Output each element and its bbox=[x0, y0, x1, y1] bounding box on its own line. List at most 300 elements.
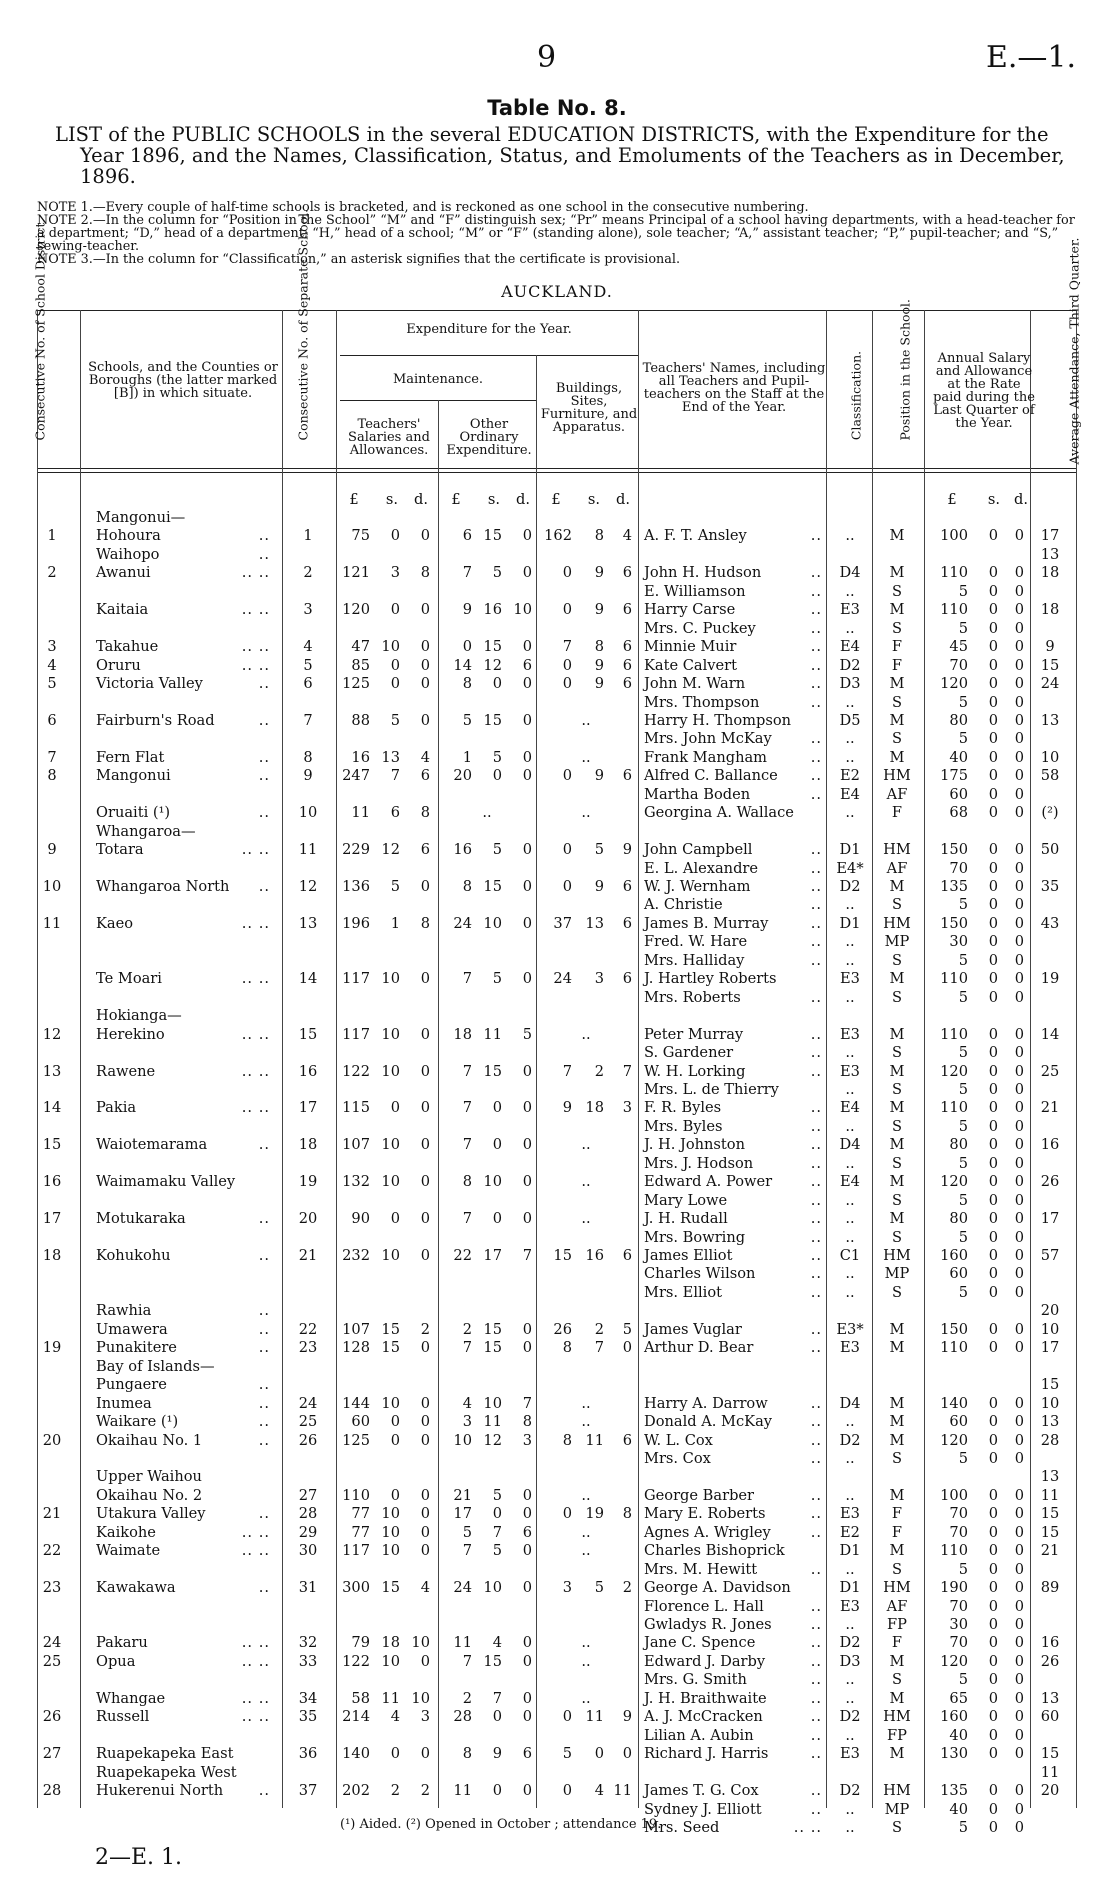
oth-amount: 0 bbox=[492, 1708, 502, 1726]
annual-salary: 0 bbox=[1014, 1136, 1024, 1154]
position: M bbox=[889, 1431, 905, 1449]
annual-salary: 0 bbox=[1014, 748, 1024, 766]
leader-dots: .. bbox=[810, 1505, 822, 1523]
leader-dots: .. .. bbox=[241, 1708, 270, 1726]
annual-salary: 110 bbox=[940, 1099, 968, 1117]
leader-dots: .. .. bbox=[241, 914, 270, 932]
currency-header-row bbox=[0, 491, 1114, 509]
school-name: Fern Flat bbox=[96, 748, 165, 766]
position: M bbox=[889, 527, 905, 545]
oth-amount: 0 bbox=[522, 1210, 532, 1228]
leader-dots: .. bbox=[810, 878, 822, 895]
teacher-name: John H. Hudson bbox=[644, 564, 762, 582]
table-row bbox=[0, 952, 1114, 970]
classification: .. bbox=[845, 1154, 855, 1172]
classification: D1 bbox=[839, 914, 861, 932]
sal-amount: 10 bbox=[381, 1542, 400, 1560]
sal-amount: 8 bbox=[420, 914, 430, 932]
separate-school-number: 31 bbox=[298, 1579, 318, 1597]
teacher-name: W. J. Wernham bbox=[644, 878, 751, 895]
oth-amount: 0 bbox=[522, 1505, 532, 1523]
classification: D2 bbox=[839, 878, 861, 895]
oth-amount: 7 bbox=[492, 1689, 502, 1707]
sal-amount: 0 bbox=[420, 970, 430, 988]
leader-dots: .. bbox=[810, 527, 822, 545]
leader-dots: .. bbox=[810, 748, 822, 766]
header-maintenance: Maintenance. bbox=[392, 372, 484, 387]
position: S bbox=[892, 693, 902, 711]
annual-salary: 65 bbox=[949, 1689, 968, 1707]
annual-salary: 0 bbox=[1014, 564, 1024, 582]
oth-amount: 10 bbox=[483, 1394, 502, 1412]
district-number: 12 bbox=[42, 1025, 62, 1043]
leader-dots: .. bbox=[810, 1652, 822, 1670]
leader-dots: .. bbox=[258, 1376, 270, 1394]
position: S bbox=[892, 730, 902, 748]
sal-amount: 0 bbox=[390, 1745, 400, 1763]
sal-amount: 7 bbox=[390, 767, 400, 785]
separate-school-number: 22 bbox=[298, 1320, 318, 1338]
position: M bbox=[889, 1136, 905, 1154]
oth-amount: 0 bbox=[492, 1136, 502, 1154]
table-row bbox=[0, 1395, 1114, 1413]
school-name: Pakia bbox=[96, 1099, 137, 1117]
sal-amount: 0 bbox=[420, 1745, 430, 1763]
position: AF bbox=[886, 1597, 908, 1615]
teacher-name: Mrs. Thompson bbox=[644, 693, 760, 711]
classification: .. bbox=[845, 1560, 855, 1578]
annual-salary: 70 bbox=[949, 1634, 968, 1652]
footer-reference: 2—E. 1. bbox=[95, 1845, 183, 1870]
annual-salary: 0 bbox=[1014, 601, 1024, 619]
position: S bbox=[892, 1818, 902, 1836]
sal-amount: 202 bbox=[342, 1782, 370, 1800]
position: M bbox=[889, 601, 905, 619]
attendance: 9 bbox=[1045, 638, 1055, 656]
leader-dots: .. bbox=[258, 748, 270, 766]
buildings-blank: .. bbox=[581, 1523, 591, 1541]
annual-salary: 0 bbox=[988, 1062, 998, 1080]
position: AF bbox=[886, 785, 908, 803]
sal-amount: 75 bbox=[351, 527, 370, 545]
buildings-blank: .. bbox=[581, 711, 591, 729]
leader-dots: .. bbox=[258, 1320, 270, 1338]
school-name: Ruapekapeka West bbox=[96, 1763, 237, 1781]
sal-amount: 13 bbox=[381, 748, 400, 766]
sal-amount: 0 bbox=[420, 1523, 430, 1541]
separate-school-number: 29 bbox=[298, 1523, 318, 1541]
separate-school-number: 1 bbox=[303, 527, 313, 545]
leader-dots: .. bbox=[810, 1136, 822, 1154]
leader-dots: .. bbox=[810, 619, 822, 637]
school-name: Waihopo bbox=[96, 545, 160, 563]
teacher-name: J. H. Johnston bbox=[644, 1136, 745, 1154]
school-name: Awanui bbox=[96, 564, 151, 582]
annual-salary: 30 bbox=[949, 933, 968, 951]
table-row bbox=[0, 915, 1114, 933]
annual-salary: 0 bbox=[988, 1210, 998, 1228]
teacher-name: Jane C. Spence bbox=[644, 1634, 756, 1652]
separate-school-number: 2 bbox=[303, 564, 313, 582]
oth-amount: 0 bbox=[522, 748, 532, 766]
attendance: 60 bbox=[1040, 1708, 1060, 1726]
classification: .. bbox=[845, 1044, 855, 1062]
classification: E3 bbox=[840, 1062, 860, 1080]
teacher-name: W. H. Lorking bbox=[644, 1062, 746, 1080]
annual-salary: 0 bbox=[988, 1080, 998, 1098]
school-name: Kaitaia bbox=[96, 601, 149, 619]
annual-salary: 110 bbox=[940, 1339, 968, 1357]
bld-amount: 3 bbox=[562, 1579, 572, 1597]
annual-salary: 0 bbox=[988, 1044, 998, 1062]
table-row bbox=[0, 1321, 1114, 1339]
sal-amount: 115 bbox=[342, 1099, 370, 1117]
leader-dots: .. bbox=[258, 1431, 270, 1449]
teacher-name: A. J. McCracken bbox=[644, 1708, 763, 1726]
annual-salary: 0 bbox=[1014, 841, 1024, 859]
separate-school-number: 21 bbox=[298, 1247, 318, 1264]
bld-amount: 9 bbox=[594, 601, 604, 619]
sal-amount: 10 bbox=[381, 1505, 400, 1523]
position: HM bbox=[883, 1782, 911, 1800]
bld-amount: 8 bbox=[562, 1431, 572, 1449]
teacher-name: Mrs. L. de Thierry bbox=[644, 1080, 779, 1098]
bld-amount: 162 bbox=[544, 527, 572, 545]
oth-amount: 5 bbox=[492, 1542, 502, 1560]
buildings-blank: .. bbox=[581, 1394, 591, 1412]
position: M bbox=[889, 1745, 905, 1763]
leader-dots: .. bbox=[810, 1191, 822, 1209]
bld-amount: 37 bbox=[553, 914, 572, 932]
annual-salary: 5 bbox=[958, 1080, 968, 1098]
annual-salary: 0 bbox=[1014, 1228, 1024, 1246]
teacher-name: E. Williamson bbox=[644, 582, 746, 600]
sal-amount: 0 bbox=[420, 1136, 430, 1154]
annual-salary: 0 bbox=[1014, 619, 1024, 637]
district-number: 11 bbox=[42, 914, 62, 932]
sal-amount: 10 bbox=[411, 1689, 430, 1707]
oth-amount: 15 bbox=[483, 527, 502, 545]
oth-amount: 6 bbox=[462, 527, 472, 545]
sal-amount: 0 bbox=[390, 675, 400, 693]
attendance: 26 bbox=[1040, 1173, 1060, 1191]
annual-salary: 60 bbox=[949, 1265, 968, 1283]
sal-amount: 125 bbox=[342, 675, 370, 693]
leader-dots: .. bbox=[810, 1745, 822, 1763]
classification: .. bbox=[845, 988, 855, 1006]
table-row bbox=[0, 675, 1114, 693]
annual-salary: 0 bbox=[988, 933, 998, 951]
teacher-name: A. Christie bbox=[644, 896, 723, 914]
table-title: Table No. 8. bbox=[487, 96, 627, 120]
table-row bbox=[0, 1450, 1114, 1468]
annual-salary: 5 bbox=[958, 1117, 968, 1135]
teacher-name: F. R. Byles bbox=[644, 1099, 722, 1117]
oth-amount: 0 bbox=[492, 767, 502, 785]
annual-salary: 100 bbox=[940, 527, 968, 545]
position: M bbox=[889, 878, 905, 895]
annual-salary: 5 bbox=[958, 1560, 968, 1578]
leader-dots: .. .. bbox=[793, 1818, 822, 1836]
bld-amount: 11 bbox=[585, 1708, 604, 1726]
leader-dots: .. bbox=[810, 1173, 822, 1191]
annual-salary: 0 bbox=[988, 1634, 998, 1652]
leader-dots: .. bbox=[810, 785, 822, 803]
classification: D1 bbox=[839, 1542, 861, 1560]
oth-amount: 0 bbox=[492, 1210, 502, 1228]
leader-dots: .. bbox=[258, 1302, 270, 1320]
annual-salary: 0 bbox=[1014, 878, 1024, 895]
sal-amount: 0 bbox=[420, 1099, 430, 1117]
classification: D1 bbox=[839, 841, 861, 859]
classification: .. bbox=[845, 730, 855, 748]
oth-amount: 24 bbox=[453, 914, 472, 932]
oth-amount: 5 bbox=[492, 564, 502, 582]
classification: .. bbox=[845, 896, 855, 914]
annual-salary: 0 bbox=[988, 988, 998, 1006]
teacher-name: Mrs. John McKay bbox=[644, 730, 772, 748]
sal-amount: 60 bbox=[351, 1413, 370, 1431]
sal-amount: 0 bbox=[420, 1505, 430, 1523]
table-row bbox=[0, 896, 1114, 914]
position: MP bbox=[884, 1800, 910, 1818]
oth-amount: 6 bbox=[522, 1745, 532, 1763]
oth-amount: 7 bbox=[462, 1339, 472, 1357]
position: M bbox=[889, 564, 905, 582]
table-row bbox=[0, 1524, 1114, 1542]
leader-dots: .. bbox=[810, 1689, 822, 1707]
teacher-name: J. Hartley Roberts bbox=[644, 970, 777, 988]
bld-amount: 9 bbox=[622, 841, 632, 859]
position: M bbox=[889, 675, 905, 693]
sal-amount: 121 bbox=[342, 564, 370, 582]
teacher-name: Richard J. Harris bbox=[644, 1745, 769, 1763]
teacher-name: S. Gardener bbox=[644, 1044, 734, 1062]
classification: E3 bbox=[840, 970, 860, 988]
oth-amount: 5 bbox=[492, 1486, 502, 1504]
leader-dots: .. bbox=[810, 988, 822, 1006]
annual-salary: 120 bbox=[940, 675, 968, 693]
sal-amount: 125 bbox=[342, 1431, 370, 1449]
bld-amount: 6 bbox=[622, 914, 632, 932]
annual-salary: 0 bbox=[1014, 1431, 1024, 1449]
teacher-name: Mary E. Roberts bbox=[644, 1505, 766, 1523]
buildings-blank: .. bbox=[581, 748, 591, 766]
bld-amount: 8 bbox=[594, 638, 604, 656]
bld-amount: 6 bbox=[622, 1247, 632, 1264]
bld-amount: 18 bbox=[585, 1099, 604, 1117]
leader-dots: .. .. bbox=[241, 656, 270, 674]
attendance: 26 bbox=[1040, 1652, 1060, 1670]
table-row bbox=[0, 1764, 1114, 1782]
header-salary: Annual Salary and Allowance at the Rate paid during the Last Quarter of the Year. bbox=[933, 351, 1035, 431]
annual-salary: 150 bbox=[940, 914, 968, 932]
leader-dots: .. bbox=[810, 841, 822, 859]
annual-salary: 0 bbox=[1014, 1062, 1024, 1080]
attendance: 16 bbox=[1040, 1136, 1060, 1154]
annual-salary: 0 bbox=[1014, 1782, 1024, 1800]
position: HM bbox=[883, 841, 911, 859]
annual-salary: 40 bbox=[949, 1726, 968, 1744]
sal-amount: 10 bbox=[411, 1634, 430, 1652]
classification: .. bbox=[845, 1210, 855, 1228]
oth-amount: 2 bbox=[462, 1689, 472, 1707]
annual-salary: 0 bbox=[988, 1117, 998, 1135]
annual-salary: 0 bbox=[1014, 1634, 1024, 1652]
leader-dots: .. bbox=[810, 1449, 822, 1467]
sal-amount: 0 bbox=[420, 638, 430, 656]
attendance: 25 bbox=[1040, 1062, 1060, 1080]
position: M bbox=[889, 1689, 905, 1707]
table-row bbox=[0, 1579, 1114, 1597]
position: HM bbox=[883, 767, 911, 785]
district-number: 24 bbox=[42, 1634, 62, 1652]
leader-dots: .. bbox=[258, 878, 270, 895]
annual-salary: 0 bbox=[988, 564, 998, 582]
position: M bbox=[889, 711, 905, 729]
sal-amount: 120 bbox=[342, 601, 370, 619]
annual-salary: 0 bbox=[1014, 711, 1024, 729]
separate-school-number: 26 bbox=[298, 1431, 318, 1449]
sal-amount: 0 bbox=[390, 1413, 400, 1431]
oth-amount: 0 bbox=[522, 638, 532, 656]
sal-amount: 117 bbox=[342, 1025, 370, 1043]
annual-salary: 0 bbox=[1014, 1117, 1024, 1135]
sal-amount: 10 bbox=[381, 1652, 400, 1670]
sal-amount: 15 bbox=[381, 1579, 400, 1597]
bld-amount: 6 bbox=[622, 638, 632, 656]
annual-salary: 110 bbox=[940, 1542, 968, 1560]
teacher-name: Mrs. M. Hewitt bbox=[644, 1560, 758, 1578]
oth-amount: 16 bbox=[453, 841, 472, 859]
leader-dots: .. .. bbox=[241, 970, 270, 988]
teacher-name: Agnes A. Wrigley bbox=[644, 1523, 771, 1541]
leader-dots: .. bbox=[258, 1210, 270, 1228]
sal-amount: 0 bbox=[390, 1486, 400, 1504]
attendance: 13 bbox=[1040, 1689, 1060, 1707]
annual-salary: 0 bbox=[988, 914, 998, 932]
leader-dots: .. .. bbox=[241, 1062, 270, 1080]
leader-dots: .. bbox=[810, 1247, 822, 1264]
annual-salary: 0 bbox=[1014, 675, 1024, 693]
classification: .. bbox=[845, 748, 855, 766]
bld-amount: 6 bbox=[622, 601, 632, 619]
oth-amount: 28 bbox=[453, 1708, 472, 1726]
currency-pence: d. bbox=[516, 491, 530, 508]
annual-salary: 30 bbox=[949, 1616, 968, 1633]
leader-dots: .. bbox=[810, 1062, 822, 1080]
leader-dots: .. bbox=[258, 767, 270, 785]
annual-salary: 0 bbox=[988, 1154, 998, 1172]
sal-amount: 0 bbox=[420, 1173, 430, 1191]
classification: .. bbox=[845, 582, 855, 600]
position: M bbox=[889, 1320, 905, 1338]
teacher-name: Georgina A. Wallace bbox=[644, 804, 794, 822]
position: M bbox=[889, 970, 905, 988]
leader-dots: .. bbox=[810, 933, 822, 951]
buildings-blank: .. bbox=[581, 1542, 591, 1560]
school-name: Russell bbox=[96, 1708, 150, 1726]
sal-amount: 12 bbox=[381, 841, 400, 859]
attendance: 15 bbox=[1040, 1505, 1060, 1523]
oth-amount: 15 bbox=[483, 1339, 502, 1357]
table-row bbox=[0, 1542, 1114, 1560]
teacher-name: Florence L. Hall bbox=[644, 1597, 764, 1615]
oth-amount: 9 bbox=[492, 1745, 502, 1763]
school-name: Upper Waihou bbox=[96, 1468, 202, 1486]
bld-amount: 16 bbox=[585, 1247, 604, 1264]
table-row bbox=[0, 694, 1114, 712]
header-expenditure: Expenditure for the Year. bbox=[406, 322, 572, 337]
bld-amount: 6 bbox=[622, 564, 632, 582]
oth-amount: 0 bbox=[522, 914, 532, 932]
attendance: 15 bbox=[1040, 1745, 1060, 1763]
annual-salary: 0 bbox=[1014, 914, 1024, 932]
sal-amount: 0 bbox=[420, 1247, 430, 1264]
teacher-name: Arthur D. Bear bbox=[644, 1339, 754, 1357]
annual-salary: 5 bbox=[958, 1449, 968, 1467]
sal-amount: 79 bbox=[351, 1634, 370, 1652]
school-name: Kaeo bbox=[96, 914, 134, 932]
oth-amount: 7 bbox=[462, 1099, 472, 1117]
classification: .. bbox=[845, 1283, 855, 1301]
annual-salary: 135 bbox=[940, 1782, 968, 1800]
annual-salary: 0 bbox=[1014, 1449, 1024, 1467]
buildings-blank: .. bbox=[581, 1173, 591, 1191]
annual-salary: 0 bbox=[1014, 1800, 1024, 1818]
leader-dots: .. .. bbox=[241, 1689, 270, 1707]
annual-salary: 0 bbox=[1014, 988, 1024, 1006]
position: S bbox=[892, 951, 902, 969]
leader-dots: .. bbox=[810, 1560, 822, 1578]
leader-dots: .. bbox=[258, 1394, 270, 1412]
table-row bbox=[0, 749, 1114, 767]
district-number: 10 bbox=[42, 878, 62, 895]
note-3: NOTE 3.—In the column for “Classification,” an asterisk signifies that the certificate is provisional. bbox=[37, 252, 681, 267]
oth-amount: 0 bbox=[522, 878, 532, 895]
classification: .. bbox=[845, 527, 855, 545]
annual-salary: 0 bbox=[988, 804, 998, 822]
oth-amount: 0 bbox=[522, 1173, 532, 1191]
table-row bbox=[0, 1265, 1114, 1283]
annual-salary: 0 bbox=[1014, 1283, 1024, 1301]
teacher-name: Harry H. Thompson bbox=[644, 711, 792, 729]
leader-dots: .. bbox=[810, 1320, 822, 1338]
table-row bbox=[0, 970, 1114, 988]
annual-salary: 0 bbox=[1014, 730, 1024, 748]
leader-dots: .. .. bbox=[241, 638, 270, 656]
sal-amount: 8 bbox=[420, 564, 430, 582]
note-1: NOTE 1.—Every couple of half-time schools is bracketed, and is reckoned as one school in the consecutive numbering. bbox=[37, 200, 809, 215]
oth-amount: 15 bbox=[483, 1652, 502, 1670]
school-name: Hokianga— bbox=[96, 1007, 182, 1025]
sal-amount: 107 bbox=[342, 1320, 370, 1338]
classification: D3 bbox=[839, 1652, 861, 1670]
school-name: Whangae bbox=[96, 1689, 166, 1707]
district-number: 18 bbox=[42, 1247, 62, 1264]
attendance: 89 bbox=[1040, 1579, 1060, 1597]
annual-salary: 0 bbox=[988, 785, 998, 803]
separate-school-number: 16 bbox=[298, 1062, 318, 1080]
leader-dots: .. bbox=[810, 1782, 822, 1800]
position: F bbox=[891, 656, 903, 674]
separate-school-number: 28 bbox=[298, 1505, 318, 1523]
sal-amount: 18 bbox=[381, 1634, 400, 1652]
annual-salary: 120 bbox=[940, 1062, 968, 1080]
position: HM bbox=[883, 1708, 911, 1726]
district-number: 16 bbox=[42, 1173, 62, 1191]
annual-salary: 0 bbox=[988, 1265, 998, 1283]
